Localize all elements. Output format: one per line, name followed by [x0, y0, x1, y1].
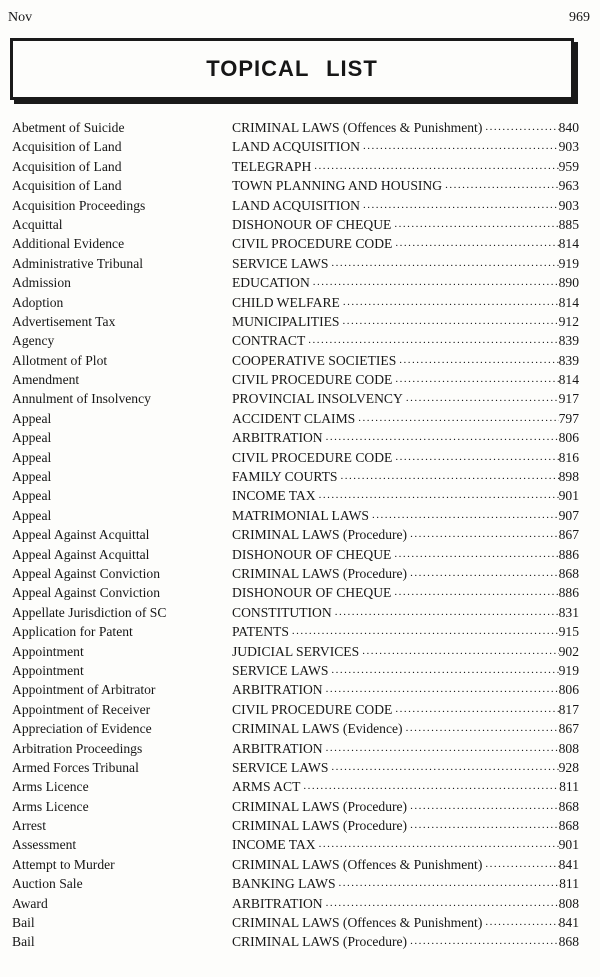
list-item: [0, 254, 600, 273]
page-ref: 806: [558, 682, 579, 698]
category-label: CRIMINAL LAWS (Procedure): [232, 527, 408, 543]
list-item: [0, 700, 600, 719]
topic-label: Appeal: [12, 488, 52, 504]
header-month: Nov: [8, 10, 33, 25]
list-item: [0, 234, 600, 253]
category-label: CIVIL PROCEDURE CODE: [232, 449, 393, 465]
category-entry: [232, 932, 579, 951]
list-item: [0, 913, 600, 932]
category-entry: [232, 273, 579, 292]
category-entry: [232, 913, 579, 932]
category-label: FAMILY COURTS: [232, 469, 338, 485]
topic-label: Appointment of Receiver: [12, 701, 151, 717]
category-label: ARBITRATION: [232, 895, 323, 911]
page-ref: 808: [558, 740, 579, 756]
category-entry: [232, 389, 579, 408]
category-entry: [232, 467, 579, 486]
page-ref: 917: [558, 391, 579, 407]
category-label: PROVINCIAL INSOLVENCY: [232, 391, 403, 407]
category-label: DISHONOUR OF CHEQUE: [232, 585, 392, 601]
category-entry: [232, 351, 579, 370]
category-label: CONTRACT: [232, 333, 306, 349]
dot-leader: [305, 331, 558, 350]
page-ref: 811: [559, 779, 579, 795]
dot-leader: [323, 680, 559, 699]
category-label: JUDICIAL SERVICES: [232, 643, 360, 659]
category-label: SERVICE LAWS: [232, 662, 329, 678]
list-item: [0, 467, 600, 486]
category-entry: [232, 835, 579, 854]
list-item: [0, 932, 600, 951]
page-ref: 814: [558, 294, 579, 310]
topic-label: Assessment: [12, 837, 77, 853]
list-item: [0, 816, 600, 835]
dot-leader: [392, 370, 558, 389]
page-ref: 839: [558, 333, 579, 349]
page-ref: 912: [558, 313, 579, 329]
category-label: DISHONOUR OF CHEQUE: [232, 216, 392, 232]
page-ref: 868: [558, 934, 579, 950]
topic-label: Appellate Jurisdiction of SC: [12, 604, 167, 620]
category-label: CRIMINAL LAWS (Offences & Punishment): [232, 856, 483, 872]
category-label: ARMS ACT: [232, 779, 301, 795]
category-entry: [232, 176, 579, 195]
list-item: [0, 351, 600, 370]
dot-leader: [328, 758, 558, 777]
category-label: TOWN PLANNING AND HOUSING: [232, 178, 443, 194]
category-entry: [232, 409, 579, 428]
title-box: [10, 38, 574, 100]
category-label: CRIMINAL LAWS (Offences & Punishment): [232, 915, 483, 931]
page-ref: 919: [558, 662, 579, 678]
category-entry: [232, 312, 579, 331]
page-ref: 928: [558, 759, 579, 775]
topic-label: Additional Evidence: [12, 236, 125, 252]
topic-label: Appeal: [12, 430, 52, 446]
list-item: [0, 661, 600, 680]
list-item: [0, 448, 600, 467]
topic-label: Annulment of Insolvency: [12, 391, 151, 407]
page-ref: 959: [558, 158, 579, 174]
topic-label: Acquisition of Land: [12, 178, 122, 194]
list-item: [0, 797, 600, 816]
category-entry: [232, 661, 579, 680]
dot-leader: [482, 913, 558, 932]
page-ref: 901: [558, 837, 579, 853]
topic-label: Advertisement Tax: [12, 313, 116, 329]
page-ref: 841: [558, 856, 579, 872]
topic-label: Appeal: [12, 469, 52, 485]
category-entry: [232, 506, 579, 525]
page-ref: 963: [558, 178, 579, 194]
topic-label: Arrest: [12, 818, 46, 834]
topic-label: Adoption: [12, 294, 64, 310]
category-label: ARBITRATION: [232, 740, 323, 756]
dot-leader: [360, 137, 559, 156]
category-label: CRIMINAL LAWS (Offences & Punishment): [232, 120, 483, 135]
page-ref: 901: [558, 488, 579, 504]
list-item: [0, 196, 600, 215]
dot-leader: [396, 351, 558, 370]
dot-leader: [332, 603, 559, 622]
dot-leader: [403, 719, 559, 738]
dot-leader: [355, 409, 558, 428]
dot-leader: [407, 564, 559, 583]
category-entry: [232, 137, 579, 156]
dot-leader: [328, 661, 558, 680]
page-ref: 907: [558, 507, 579, 523]
dot-leader: [311, 157, 558, 176]
category-entry: [232, 428, 579, 447]
dot-leader: [369, 506, 559, 525]
page-ref: 919: [558, 255, 579, 271]
topic-label: Agency: [12, 333, 55, 349]
dot-leader: [323, 739, 559, 758]
topic-label: Appointment: [12, 662, 84, 678]
list-item: [0, 622, 600, 641]
category-label: CRIMINAL LAWS (Evidence): [232, 721, 403, 737]
category-label: TELEGRAPH: [232, 158, 312, 174]
category-entry: [232, 545, 579, 564]
category-label: ARBITRATION: [232, 682, 323, 698]
page-ref: 885: [558, 216, 579, 232]
list-item: [0, 642, 600, 661]
category-entry: [232, 642, 579, 661]
dot-leader: [316, 486, 559, 505]
category-label: INCOME TAX: [232, 488, 316, 504]
page-ref: 817: [558, 701, 579, 717]
list-item: [0, 680, 600, 699]
topic-label: Appeal: [12, 449, 52, 465]
category-label: COOPERATIVE SOCIETIES: [232, 352, 397, 368]
list-item: [0, 486, 600, 505]
list-item: [0, 312, 600, 331]
category-label: LAND ACQUISITION: [232, 197, 360, 213]
category-entry: [232, 855, 579, 874]
topic-label: Acquisition Proceedings: [12, 197, 146, 213]
page-ref: 890: [558, 275, 579, 291]
topic-label: Acquisition of Land: [12, 158, 122, 174]
page-ref: 886: [558, 585, 579, 601]
category-entry: [232, 157, 579, 176]
category-entry: [232, 486, 579, 505]
dot-leader: [392, 448, 558, 467]
topic-label: Appreciation of Evidence: [12, 721, 152, 737]
list-item: [0, 545, 600, 564]
topic-label: Appeal Against Acquittal: [12, 546, 150, 562]
category-entry: [232, 758, 579, 777]
page-ref: 915: [558, 624, 579, 640]
category-label: BANKING LAWS: [232, 876, 336, 892]
category-entry: [232, 525, 579, 544]
dot-leader: [360, 196, 559, 215]
list-item: [0, 874, 600, 893]
category-label: PATENTS: [232, 624, 289, 640]
category-label: MUNICIPALITIES: [232, 313, 340, 329]
category-label: DISHONOUR OF CHEQUE: [232, 546, 392, 562]
dot-leader: [340, 293, 559, 312]
page-ref: 898: [558, 469, 579, 485]
category-entry: [232, 293, 579, 312]
topic-label: Bail: [12, 934, 35, 950]
category-label: MATRIMONIAL LAWS: [232, 507, 369, 523]
topic-label: Appointment of Arbitrator: [12, 682, 156, 698]
topic-label: Appointment: [12, 643, 84, 659]
page-ref: 814: [558, 236, 579, 252]
list-item: [0, 157, 600, 176]
list-item: [0, 835, 600, 854]
list-item: [0, 389, 600, 408]
category-entry: [232, 370, 579, 389]
category-label: CIVIL PROCEDURE CODE: [232, 236, 393, 252]
category-entry: [232, 331, 579, 350]
list-item: [0, 293, 600, 312]
list-item: [0, 428, 600, 447]
category-entry: [232, 680, 579, 699]
page-ref: 840: [558, 120, 579, 135]
dot-leader: [337, 467, 558, 486]
topic-label: Arbitration Proceedings: [12, 740, 143, 756]
category-label: SERVICE LAWS: [232, 759, 329, 775]
dot-leader: [300, 777, 559, 796]
list-item: [0, 855, 600, 874]
dot-leader: [310, 273, 559, 292]
topic-label: Arms Licence: [12, 798, 89, 814]
page-ref: 808: [558, 895, 579, 911]
topic-label: Administrative Tribunal: [12, 255, 144, 271]
topic-label: Arms Licence: [12, 779, 89, 795]
dot-leader: [391, 215, 558, 234]
topic-label: Acquisition of Land: [12, 139, 122, 155]
page-ref: 868: [558, 565, 579, 581]
page-ref: 867: [558, 721, 579, 737]
category-entry: [232, 700, 579, 719]
category-entry: [232, 234, 579, 253]
page-ref: 811: [559, 876, 579, 892]
page-ref: 903: [558, 197, 579, 213]
category-entry: [232, 816, 579, 835]
dot-leader: [442, 176, 559, 195]
list-item: [0, 564, 600, 583]
dot-leader: [289, 622, 559, 641]
list-item: [0, 137, 600, 156]
topical-list: [0, 118, 600, 952]
category-label: CIVIL PROCEDURE CODE: [232, 701, 393, 717]
dot-leader: [482, 855, 558, 874]
page-ref: 831: [558, 604, 579, 620]
dot-leader: [328, 254, 558, 273]
category-label: ARBITRATION: [232, 430, 323, 446]
page-ref: 886: [558, 546, 579, 562]
dot-leader: [407, 932, 559, 951]
dot-leader: [392, 700, 558, 719]
dot-leader: [323, 894, 559, 913]
list-item: [0, 777, 600, 796]
page-ref: 867: [558, 527, 579, 543]
dot-leader: [391, 545, 558, 564]
dot-leader: [359, 642, 558, 661]
topic-label: Attempt to Murder: [12, 856, 115, 872]
category-entry: [232, 583, 579, 602]
list-item: [0, 176, 600, 195]
page-ref: 797: [558, 410, 579, 426]
category-label: LAND ACQUISITION: [232, 139, 360, 155]
category-label: CIVIL PROCEDURE CODE: [232, 372, 393, 388]
category-label: CRIMINAL LAWS (Procedure): [232, 565, 408, 581]
category-label: EDUCATION: [232, 275, 310, 291]
category-entry: [232, 564, 579, 583]
topic-label: Appeal: [12, 507, 52, 523]
page-ref: 816: [558, 449, 579, 465]
category-label: ACCIDENT CLAIMS: [232, 410, 356, 426]
category-entry: [232, 196, 579, 215]
page-ref: 841: [558, 915, 579, 931]
category-entry: [232, 254, 579, 273]
list-item: [0, 758, 600, 777]
list-item: [0, 583, 600, 602]
category-label: CONSTITUTION: [232, 604, 332, 620]
topic-label: Auction Sale: [12, 876, 83, 892]
category-entry: [232, 739, 579, 758]
category-entry: [232, 777, 579, 796]
category-entry: [232, 894, 579, 913]
category-label: CRIMINAL LAWS (Procedure): [232, 934, 408, 950]
list-item: [0, 409, 600, 428]
page-number: 969: [569, 10, 590, 25]
page-ref: 868: [558, 798, 579, 814]
topic-label: Acquittal: [12, 216, 63, 232]
topic-label: Amendment: [12, 372, 80, 388]
page-ref: 814: [558, 372, 579, 388]
list-item: [0, 739, 600, 758]
dot-leader: [403, 389, 559, 408]
topic-label: Abetment of Suicide: [12, 120, 125, 135]
list-item: [0, 273, 600, 292]
topic-label: Appeal Against Conviction: [12, 565, 161, 581]
category-entry: [232, 797, 579, 816]
category-entry: [232, 118, 579, 137]
dot-leader: [323, 428, 559, 447]
list-item: [0, 894, 600, 913]
page-ref: 903: [558, 139, 579, 155]
page-ref: 839: [558, 352, 579, 368]
page-ref: 902: [558, 643, 579, 659]
dot-leader: [407, 797, 559, 816]
page-ref: 868: [558, 818, 579, 834]
topic-label: Allotment of Plot: [12, 352, 108, 368]
topic-label: Appeal: [12, 410, 52, 426]
list-item: [0, 719, 600, 738]
category-label: INCOME TAX: [232, 837, 316, 853]
category-label: CRIMINAL LAWS (Procedure): [232, 798, 408, 814]
category-entry: [232, 215, 579, 234]
topic-label: Admission: [12, 275, 71, 291]
category-entry: [232, 874, 579, 893]
topic-label: Application for Patent: [12, 624, 133, 640]
topic-label: Armed Forces Tribunal: [12, 759, 139, 775]
category-label: SERVICE LAWS: [232, 255, 329, 271]
list-item: [0, 331, 600, 350]
topic-label: Appeal Against Conviction: [12, 585, 161, 601]
dot-leader: [407, 816, 559, 835]
category-entry: [232, 448, 579, 467]
category-entry: [232, 719, 579, 738]
topic-label: Bail: [12, 915, 35, 931]
page-title: TOPICAL LIST: [206, 56, 378, 81]
dot-leader: [482, 118, 558, 137]
list-item: [0, 215, 600, 234]
list-item: [0, 603, 600, 622]
topic-label: Appeal Against Acquittal: [12, 527, 150, 543]
category-entry: [232, 603, 579, 622]
dot-leader: [391, 583, 558, 602]
dot-leader: [336, 874, 560, 893]
dot-leader: [316, 835, 559, 854]
dot-leader: [340, 312, 559, 331]
list-item: [0, 506, 600, 525]
list-item: [0, 370, 600, 389]
page-ref: 806: [558, 430, 579, 446]
list-item: [0, 118, 600, 137]
dot-leader: [392, 234, 558, 253]
category-entry: [232, 622, 579, 641]
category-label: CRIMINAL LAWS (Procedure): [232, 818, 408, 834]
list-item: [0, 525, 600, 544]
topic-label: Award: [12, 895, 48, 911]
dot-leader: [407, 525, 559, 544]
category-label: CHILD WELFARE: [232, 294, 340, 310]
